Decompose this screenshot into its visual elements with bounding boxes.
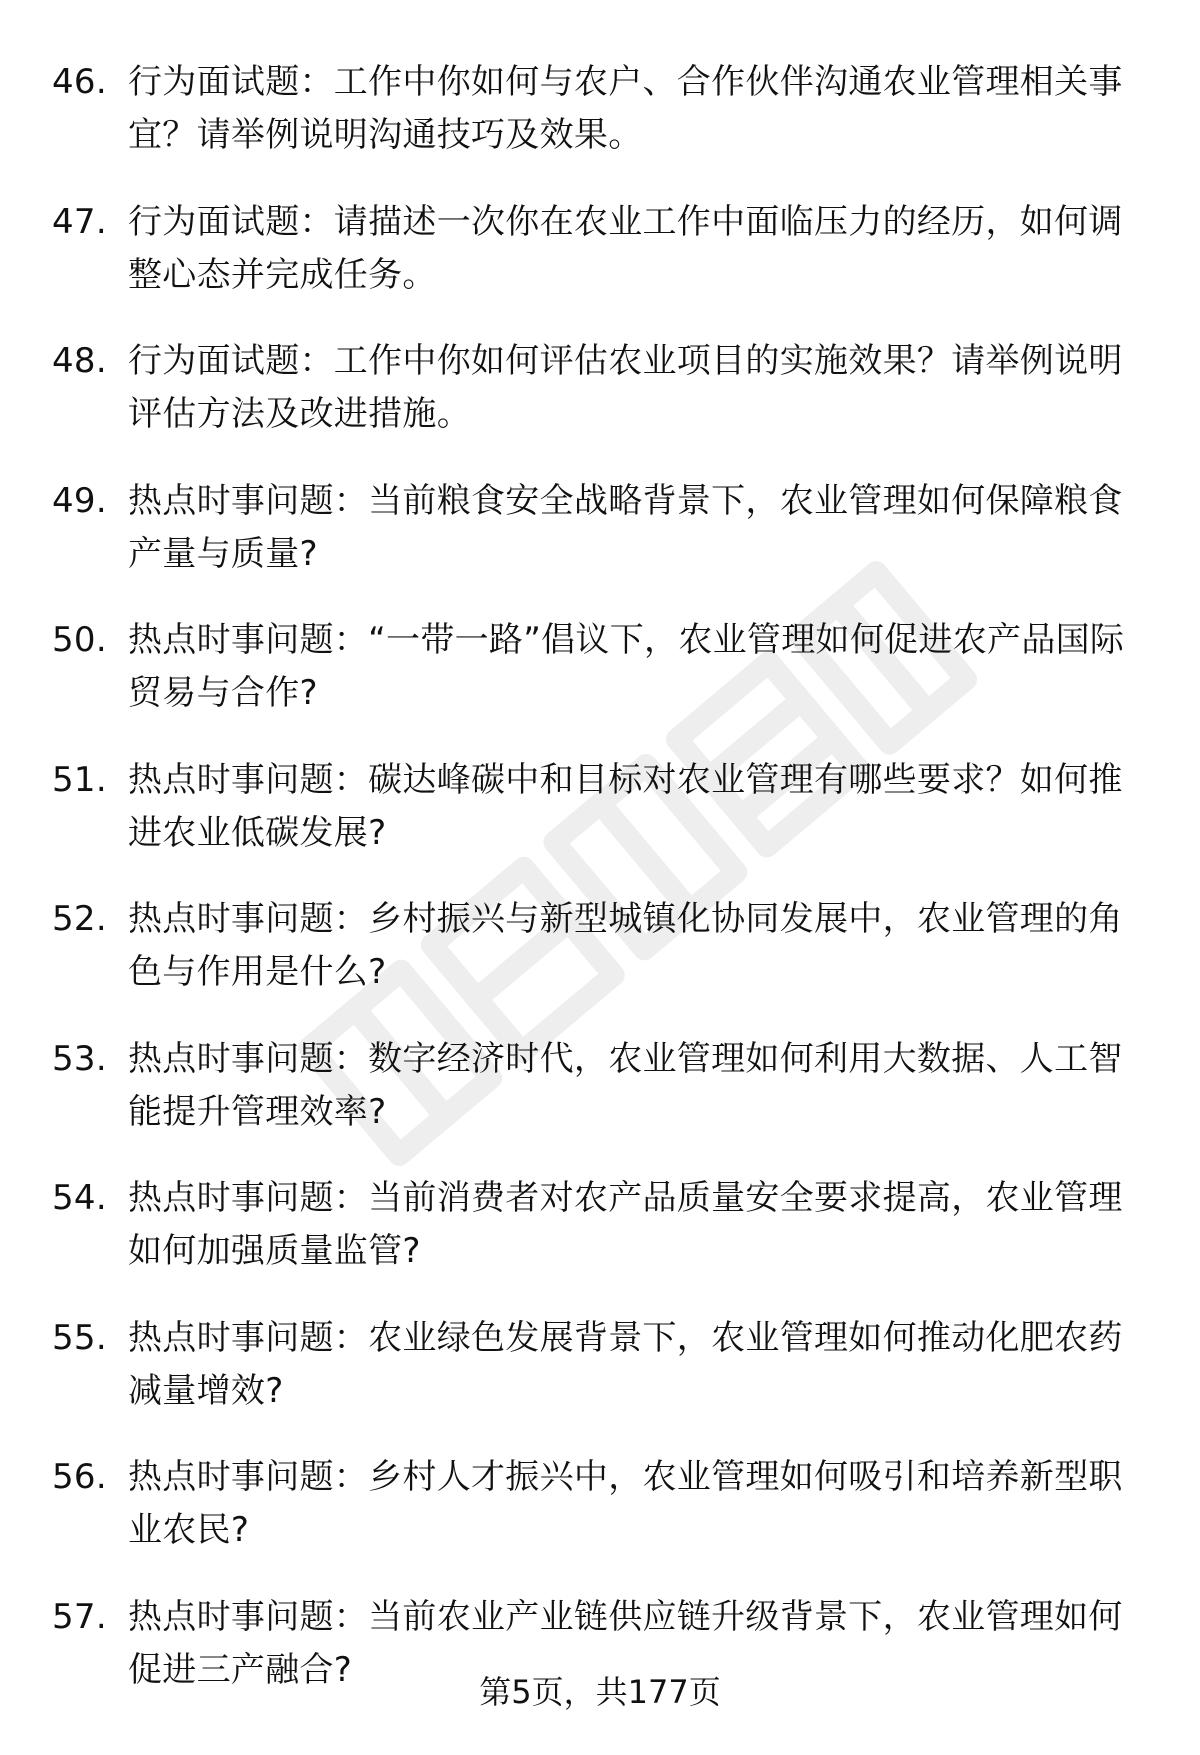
question-item xyxy=(52,614,1132,720)
question-number: 46. xyxy=(52,62,107,102)
question-text: 热点时事问题：碳达峰碳中和目标对农业管理有哪些要求？如何推进农业低碳发展? xyxy=(128,759,1123,853)
question-item xyxy=(52,56,1132,162)
question-number: 51. xyxy=(52,759,107,800)
question-number: 50. xyxy=(52,620,107,660)
question-text: 热点时事问题：乡村人才振兴中，农业管理如何吸引和培养新型职业农民? xyxy=(128,1457,1123,1550)
question-number: 53. xyxy=(52,1038,107,1079)
question-item xyxy=(52,1312,1132,1418)
question-text: 热点时事问题：乡村振兴与新型城镇化协同发展中，农业管理的角色与作用是什么? xyxy=(128,899,1123,992)
question-text: 行为面试题：工作中你如何评估农业项目的实施效果？请举例说明评估方法及改进措施。 xyxy=(128,341,1123,434)
question-number: 47. xyxy=(52,201,107,242)
question-text: 热点时事问题：“一带一路”倡议下，农业管理如何促进农产品国际贸易与合作? xyxy=(128,620,1125,713)
question-text: 行为面试题：请描述一次你在农业工作中面临压力的经历，如何调整心态并完成任务。 xyxy=(128,201,1123,295)
question-number: 48. xyxy=(52,341,107,381)
question-number: 52. xyxy=(52,899,107,939)
question-list xyxy=(52,56,1132,1730)
question-item xyxy=(52,475,1132,581)
question-number: 49. xyxy=(52,480,107,521)
question-number: 54. xyxy=(52,1178,107,1218)
question-number: 56. xyxy=(52,1457,107,1497)
question-item xyxy=(52,335,1132,441)
question-item xyxy=(52,893,1132,999)
question-item xyxy=(52,196,1132,302)
question-item xyxy=(52,754,1132,860)
question-text: 热点时事问题：数字经济时代，农业管理如何利用大数据、人工智能提升管理效率? xyxy=(128,1038,1123,1132)
question-text: 热点时事问题：当前消费者对农产品质量安全要求提高，农业管理如何加强质量监管? xyxy=(128,1178,1123,1271)
question-item xyxy=(52,1033,1132,1139)
question-item xyxy=(52,1451,1132,1557)
page-number-footer: 第5页，共177页 xyxy=(479,1673,721,1711)
question-text: 热点时事问题：当前农业产业链供应链升级背景下，农业管理如何促进三产融合? xyxy=(128,1596,1123,1690)
question-text: 热点时事问题：当前粮食安全战略背景下，农业管理如何保障粮食产量与质量? xyxy=(128,480,1123,574)
question-text: 行为面试题：工作中你如何与农户、合作伙伴沟通农业管理相关事宜？请举例说明沟通技巧及效果。 xyxy=(128,62,1123,155)
question-item xyxy=(52,1172,1132,1278)
question-number: 55. xyxy=(52,1317,107,1358)
question-text: 热点时事问题：农业绿色发展背景下，农业管理如何推动化肥农药减量增效? xyxy=(128,1317,1123,1411)
question-number: 57. xyxy=(52,1596,107,1637)
